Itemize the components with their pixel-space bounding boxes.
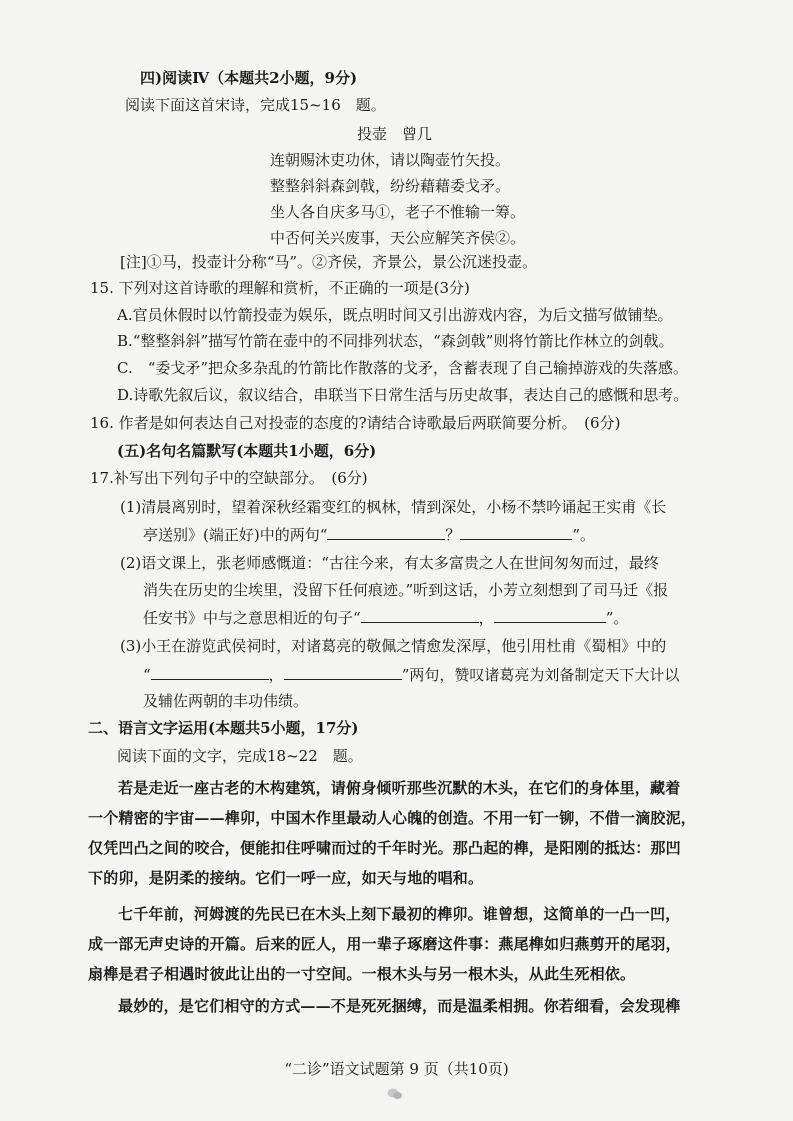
answer-blank[interactable]: [361, 607, 479, 623]
poem-line-1: 连朝赐沐吏功休，请以陶壶竹矢投。: [270, 151, 511, 169]
q15-option-c: C. “委戈矛”把众多杂乱的竹箭比作散落的戈矛，含蓄表现了自己输掉游戏的失落感。: [117, 359, 689, 377]
q17-item1-line1: (1)清晨离别时，望着深秋经霜变红的枫林，情到深处，小杨不禁吟诵起王实甫《长: [120, 498, 667, 516]
q17-item1-end: ”。: [572, 526, 596, 544]
passage-line-2: 一个精密的宇宙——榫卯，中国木作里最动人心魄的创造。不用一钉一铆，不借一滴胶泥，: [88, 809, 697, 827]
section-4-title: 四)阅读Ⅳ（本题共2小题，9分): [140, 69, 358, 87]
q17-item2-text: 任安书》中与之意思相近的句子“: [143, 609, 361, 627]
passage-line-8: 最妙的，是它们相守的方式——不是死死捆缚，而是温柔相拥。你若细看，会发现榫: [118, 997, 681, 1015]
q17-item2-end: ”。: [605, 609, 629, 627]
passage-line-7: 扇榫是君子相遇时彼此让出的一寸空间。一根木头与另一根木头，从此生死相依。: [88, 965, 636, 983]
q17-item2-mid: ，: [478, 609, 494, 627]
page-footer: “二诊”语文试题第 9 页（共10页): [284, 1060, 509, 1078]
q17-item1-text: 亭送别》(端正好)中的两句“: [143, 526, 328, 544]
poem-line-4: 中否何关兴废事，天公应解笑齐侯②。: [270, 229, 526, 247]
poem-note: [注]①马，投壶计分称“马”。②齐侯，齐景公，景公沉迷投壶。: [120, 253, 538, 271]
q17-item2-line1: (2)语文课上，张老师感慨道：“古往今来，有太多富贵之人在世间匆匆而过，最终: [120, 554, 659, 572]
chat-bubble-icon: [387, 1086, 403, 1102]
q17-item1-line2: [143, 524, 595, 545]
answer-blank[interactable]: [284, 664, 402, 680]
q17-item1-mid: ？: [445, 526, 461, 544]
poem-line-3: 坐人各自庆多马①，老子不惟输一筹。: [270, 203, 526, 221]
q17-item3-mid: ，: [268, 666, 284, 684]
q17-item3-open: “: [143, 666, 151, 684]
section-4-instruction: 阅读下面这首宋诗，完成15~16 题。: [125, 96, 386, 114]
passage-line-3: 仅凭凹凸之间的咬合，便能扣住呼啸而过的千年时光。那凸起的榫，是阳刚的抵达：那凹: [88, 839, 681, 857]
passage-line-4: 下的卯，是阴柔的接纳。它们一呼一应，如天与地的唱和。: [88, 869, 484, 887]
poem-title: 投壶 曾几: [357, 125, 433, 143]
q16-stem: 16. 作者是如何表达自己对投壶的态度的?请结合诗歌最后两联简要分析。 (6分): [90, 414, 621, 432]
passage-line-1: 若是走近一座古老的木构建筑，请俯身倾听那些沉默的木头，在它们的身体里，藏着: [118, 779, 681, 797]
q17-stem: 17.补写出下列句子中的空缺部分。 (6分): [90, 469, 368, 487]
answer-blank[interactable]: [494, 607, 606, 623]
answer-blank[interactable]: [151, 664, 269, 680]
q15-stem: 15. 下列对这首诗歌的理解和赏析，不正确的一项是(3分): [90, 279, 470, 297]
poem-line-2: 整整斜斜森剑戟，纷纷藉藉委戈矛。: [270, 177, 511, 195]
q17-item3-end: ”两句，赞叹诸葛亮为刘备制定天下大计以: [401, 666, 680, 684]
answer-blank[interactable]: [460, 524, 572, 540]
q17-item2-line3: [143, 607, 628, 628]
section-5-title: (五)名句名篇默写(本题共1小题，6分): [117, 442, 377, 460]
q15-option-a: A.官员休假时以竹箭投壶为娱乐，既点明时间又引出游戏内容，为后文描写做铺垫。: [117, 306, 673, 324]
q17-item2-line2: 消失在历史的尘埃里，没留下任何痕迹。”听到这话，小芳立刻想到了司马迁《报: [143, 581, 669, 599]
part-2-title: 二、语言文字运用(本题共5小题，17分): [88, 719, 359, 737]
passage-line-6: 成一部无声史诗的开篇。后来的匠人，用一辈子琢磨这件事：燕尾榫如归燕剪开的尾羽，: [88, 935, 681, 953]
part-2-instruction: 阅读下面的文字，完成18~22 题。: [117, 747, 363, 765]
q17-item3-line3: 及辅佐两朝的丰功伟绩。: [143, 692, 309, 710]
answer-blank[interactable]: [327, 524, 445, 540]
q15-option-d: D.诗歌先叙后议，叙议结合，串联当下日常生活与历史故事，表达自己的感慨和思考。: [117, 386, 689, 404]
passage-line-5: 七千年前，河姆渡的先民已在木头上刻下最初的榫卯。谁曾想，这简单的一凸一凹，: [118, 905, 681, 923]
q17-item3-line1: (3)小王在游览武侯祠时，对诸葛亮的敬佩之情愈发深厚，他引用杜甫《蜀相》中的: [120, 637, 667, 655]
q17-item3-line2: [143, 664, 679, 685]
q15-option-b: B.“整整斜斜”描写竹箭在壶中的不同排列状态，“森剑戟”则将竹箭比作林立的剑戟。: [117, 332, 674, 350]
